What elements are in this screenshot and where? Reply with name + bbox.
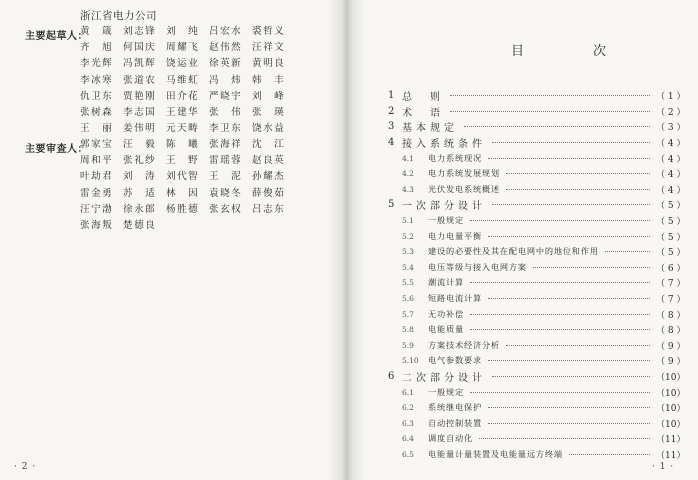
drafter-name: 李志国 [123, 106, 157, 118]
toc-entry-number: 6.1 [402, 387, 414, 397]
toc-entry-title: 一般规定 [428, 386, 464, 397]
toc-entry-title: 无功补偿 [428, 308, 464, 319]
drafter-name: 张树森 [80, 106, 114, 118]
drafter-name: 饶水益 [252, 123, 286, 135]
reviewer-name: 汪宁渤 [80, 203, 114, 215]
toc-entry-page: （ 5 ） [656, 232, 686, 243]
book-gutter [330, 0, 364, 480]
drafter-name: 姜伟明 [123, 123, 157, 135]
toc-entry-page: （ 9 ） [656, 341, 686, 352]
page-number-right: · 1 · [652, 462, 675, 472]
drafter-name: 贾艳刚 [123, 90, 157, 102]
toc-section-entry [388, 400, 684, 416]
reviewers-label: 主要审查人： [25, 144, 88, 155]
table-of-contents [388, 88, 684, 462]
reviewer-name: 周和平 [80, 155, 114, 167]
drafter-name: 吕宏水 [209, 26, 243, 37]
toc-entry-number: 5.8 [402, 325, 414, 335]
toc-entry-title: 自动控制装置 [428, 417, 482, 428]
toc-leader-dots [470, 282, 650, 283]
drafter-name: 裘哲义 [252, 26, 286, 37]
toc-section-entry [388, 431, 684, 447]
toc-section-entry [388, 275, 684, 291]
drafter-name: 赵伟然 [209, 42, 243, 54]
toc-leader-dots [479, 438, 650, 439]
toc-chapter-entry [388, 135, 684, 151]
toc-entry-page: （10） [656, 372, 686, 383]
toc-entry-title: 短路电流计算 [428, 293, 482, 304]
toc-entry-page: （ 7 ） [656, 279, 686, 290]
toc-entry-title: 电能质量 [428, 324, 464, 335]
drafter-name: 刘 峰 [252, 90, 286, 102]
drafter-name: 马维虹 [166, 74, 200, 86]
toc-leader-dots [488, 298, 650, 299]
toc-entry-page: （ 9 ） [656, 357, 686, 368]
toc-section-entry [388, 228, 684, 244]
reviewer-name: 吕志东 [252, 203, 286, 215]
drafter-name: 王建华 [166, 106, 200, 118]
toc-entry-page: （ 5 ） [656, 248, 686, 259]
toc-leader-dots [488, 407, 650, 408]
toc-entry-title: 电能量计量装置及电能量远方终端 [428, 448, 563, 459]
toc-chapter-entry [388, 88, 684, 104]
drafter-name: 韩 丰 [252, 74, 286, 86]
toc-leader-dots [450, 111, 650, 112]
toc-title: 目 次 [511, 44, 635, 59]
drafter-name: 严晓宇 [209, 90, 243, 102]
toc-entry-number: 6.5 [402, 449, 414, 459]
drafter-name: 张 伟 [209, 106, 243, 118]
toc-entry-page: （ 7 ） [656, 295, 686, 306]
toc-leader-dots [506, 345, 650, 346]
reviewer-name: 王 泥 [209, 171, 243, 183]
reviewer-name: 郭家宝 [80, 139, 114, 150]
toc-leader-dots [492, 204, 650, 205]
toc-entry-number: 5.2 [402, 231, 414, 241]
reviewer-name: 刘 涛 [123, 171, 157, 183]
toc-entry-page: （ 2 ） [656, 107, 686, 118]
toc-section-entry [388, 291, 684, 307]
reviewer-name: 徐永郎 [123, 203, 157, 215]
toc-entry-number: 5.6 [402, 294, 414, 304]
drafter-name: 徐英新 [209, 58, 243, 70]
reviewer-name: 陈 曦 [166, 139, 200, 150]
toc-entry-page: （ 5 ） [656, 217, 686, 228]
reviewer-name: 赵良英 [252, 155, 286, 167]
drafter-name: 黄 箴 [80, 26, 114, 37]
toc-entry-number: 5.1 [402, 216, 414, 226]
toc-entry-title: 潮流计算 [428, 277, 464, 288]
toc-entry-page: （ 5 ） [656, 201, 686, 212]
toc-leader-dots [488, 158, 650, 159]
toc-entry-number: 6.2 [402, 403, 414, 413]
toc-leader-dots [488, 360, 650, 361]
reviewer-name: 张海叛 [80, 219, 114, 231]
toc-entry-title: 一次部分设计 [402, 201, 486, 213]
toc-entry-number: 3 [388, 121, 395, 133]
reviewer-name: 雷金勇 [80, 187, 114, 199]
toc-entry-page: （ 3 ） [656, 123, 686, 134]
reviewer-name: 苏 适 [123, 187, 157, 199]
toc-entry-number: 5.9 [402, 340, 414, 350]
reviewers-list [80, 137, 295, 234]
toc-entry-title: 电压等级与接入电网方案 [428, 261, 527, 272]
toc-entry-number: 4.2 [402, 169, 414, 179]
toc-section-entry [388, 260, 684, 276]
toc-entry-number: 4 [388, 137, 395, 149]
toc-entry-title: 系统继电保护 [428, 402, 482, 413]
toc-section-entry [388, 447, 684, 463]
drafter-name: 田介花 [166, 90, 200, 102]
toc-leader-dots [470, 329, 650, 330]
toc-section-entry [388, 150, 684, 166]
toc-entry-page: （ 8 ） [656, 310, 686, 321]
toc-leader-dots [470, 220, 650, 221]
reviewer-name: 杨胜德 [166, 203, 200, 215]
toc-chapter-entry [388, 119, 684, 135]
drafter-name: 汪祥文 [252, 42, 286, 54]
reviewer-name: 薛俊茹 [252, 187, 286, 199]
reviewer-name: 袁晓冬 [209, 187, 243, 199]
drafters-label: 主要起草人： [25, 31, 88, 42]
toc-entry-page: （10） [656, 388, 686, 399]
organization-name: 浙江省电力公司 [80, 10, 157, 22]
toc-entry-title: 调度自动化 [428, 433, 473, 444]
toc-leader-dots [464, 126, 650, 127]
toc-leader-dots [470, 314, 650, 315]
toc-entry-title: 基本规定 [402, 123, 458, 135]
toc-leader-dots [488, 236, 650, 237]
toc-section-entry [388, 166, 684, 182]
toc-entry-number: 5.5 [402, 278, 414, 288]
drafter-name: 刘 纯 [166, 26, 200, 37]
drafter-name: 张道农 [123, 74, 157, 86]
toc-entry-title: 接入系统条件 [402, 139, 486, 151]
drafters-list [80, 24, 295, 137]
toc-entry-title: 光伏发电系统概述 [428, 183, 500, 194]
toc-section-entry [388, 244, 684, 260]
reviewer-name: 张礼纱 [123, 155, 157, 167]
toc-section-entry [388, 384, 684, 400]
reviewer-name: 刘代智 [166, 171, 200, 183]
toc-entry-page: （11） [656, 450, 686, 461]
toc-entry-number: 1 [388, 90, 395, 102]
toc-leader-dots [506, 189, 650, 190]
toc-entry-page: （ 8 ） [656, 326, 686, 337]
reviewer-name: 沈 江 [252, 139, 286, 150]
drafter-name: 周耀飞 [166, 42, 200, 54]
toc-section-entry [388, 338, 684, 354]
drafter-name: 仇卫东 [80, 90, 114, 102]
toc-section-entry [388, 415, 684, 431]
toc-entry-title: 术 语 [402, 107, 444, 119]
toc-leader-dots [470, 392, 650, 393]
toc-leader-dots [450, 95, 650, 96]
reviewer-name: 楚德良 [123, 219, 157, 231]
toc-entry-page: （ 4 ） [656, 139, 686, 150]
toc-entry-number: 4.1 [402, 153, 414, 163]
toc-entry-number: 2 [388, 105, 395, 117]
left-page [0, 0, 344, 480]
toc-section-entry [388, 182, 684, 198]
toc-chapter-entry [388, 104, 684, 120]
toc-entry-title: 电力系统发展规划 [428, 168, 500, 179]
toc-section-entry [388, 306, 684, 322]
drafter-name: 王 丽 [80, 123, 114, 135]
toc-entry-number: 6.3 [402, 418, 414, 428]
toc-entry-title: 电气参数要求 [428, 355, 482, 366]
reviewer-name: 张玄权 [209, 203, 243, 215]
drafter-name: 冯凯辉 [123, 58, 157, 70]
reviewer-name: 孙耀杰 [252, 171, 286, 183]
toc-chapter-entry [388, 197, 684, 213]
toc-entry-page: （ 1 ） [656, 92, 686, 103]
toc-entry-number: 5 [388, 199, 395, 211]
toc-entry-title: 二次部分设计 [402, 372, 486, 384]
reviewer-name: 林 因 [166, 187, 200, 199]
toc-entry-page: （ 4 ） [656, 154, 686, 165]
toc-leader-dots [488, 423, 650, 424]
drafter-name: 黄明良 [252, 58, 286, 70]
page-number-left: · 2 · [14, 462, 37, 472]
toc-entry-page: （ 4 ） [656, 185, 686, 196]
reviewer-name: 汪 毅 [123, 139, 157, 150]
toc-entry-page: （11） [656, 435, 686, 446]
toc-entry-number: 4.3 [402, 184, 414, 194]
toc-entry-number: 6.4 [402, 434, 414, 444]
toc-section-entry [388, 213, 684, 229]
toc-entry-title: 一般规定 [428, 215, 464, 226]
drafter-name: 张 瑛 [252, 106, 286, 118]
reviewer-name: 张海祥 [209, 139, 243, 150]
drafter-name: 李卫东 [209, 123, 243, 135]
toc-section-entry [388, 322, 684, 338]
toc-leader-dots [506, 173, 650, 174]
reviewer-name: 王 野 [166, 155, 200, 167]
toc-entry-title: 总 则 [402, 92, 444, 104]
toc-entry-page: （ 6 ） [656, 263, 686, 274]
reviewer-name: 雷瑶蓉 [209, 155, 243, 167]
toc-leader-dots [569, 454, 650, 455]
toc-entry-title: 方案技术经济分析 [428, 339, 500, 350]
toc-entry-title: 电力电量平衡 [428, 230, 482, 241]
drafter-name: 李冰寒 [80, 74, 114, 86]
toc-leader-dots [492, 142, 650, 143]
drafter-name: 刘志锋 [123, 26, 157, 37]
toc-leader-dots [605, 251, 650, 252]
drafter-name: 饶运业 [166, 58, 200, 70]
drafter-name: 元天畴 [166, 123, 200, 135]
reviewer-name: 叶劫君 [80, 171, 114, 183]
toc-entry-title: 建设的必要性及其在配电网中的地位和作用 [428, 246, 599, 257]
toc-chapter-entry [388, 369, 684, 385]
toc-entry-number: 5.7 [402, 309, 414, 319]
toc-entry-number: 5.4 [402, 262, 414, 272]
drafter-name: 冯 炜 [209, 74, 243, 86]
toc-entry-page: （10） [656, 419, 686, 430]
drafter-name: 何国庆 [123, 42, 157, 54]
drafter-name: 齐 旭 [80, 42, 114, 54]
toc-entry-number: 5.3 [402, 247, 414, 257]
drafter-name: 李光辉 [80, 58, 114, 70]
toc-section-entry [388, 353, 684, 369]
toc-entry-page: （10） [656, 404, 686, 415]
toc-entry-page: （ 4 ） [656, 170, 686, 181]
toc-leader-dots [533, 267, 650, 268]
toc-entry-number: 6 [388, 370, 395, 382]
toc-entry-title: 电力系统现况 [428, 152, 482, 163]
toc-entry-number: 5.10 [402, 356, 419, 366]
toc-leader-dots [492, 376, 650, 377]
